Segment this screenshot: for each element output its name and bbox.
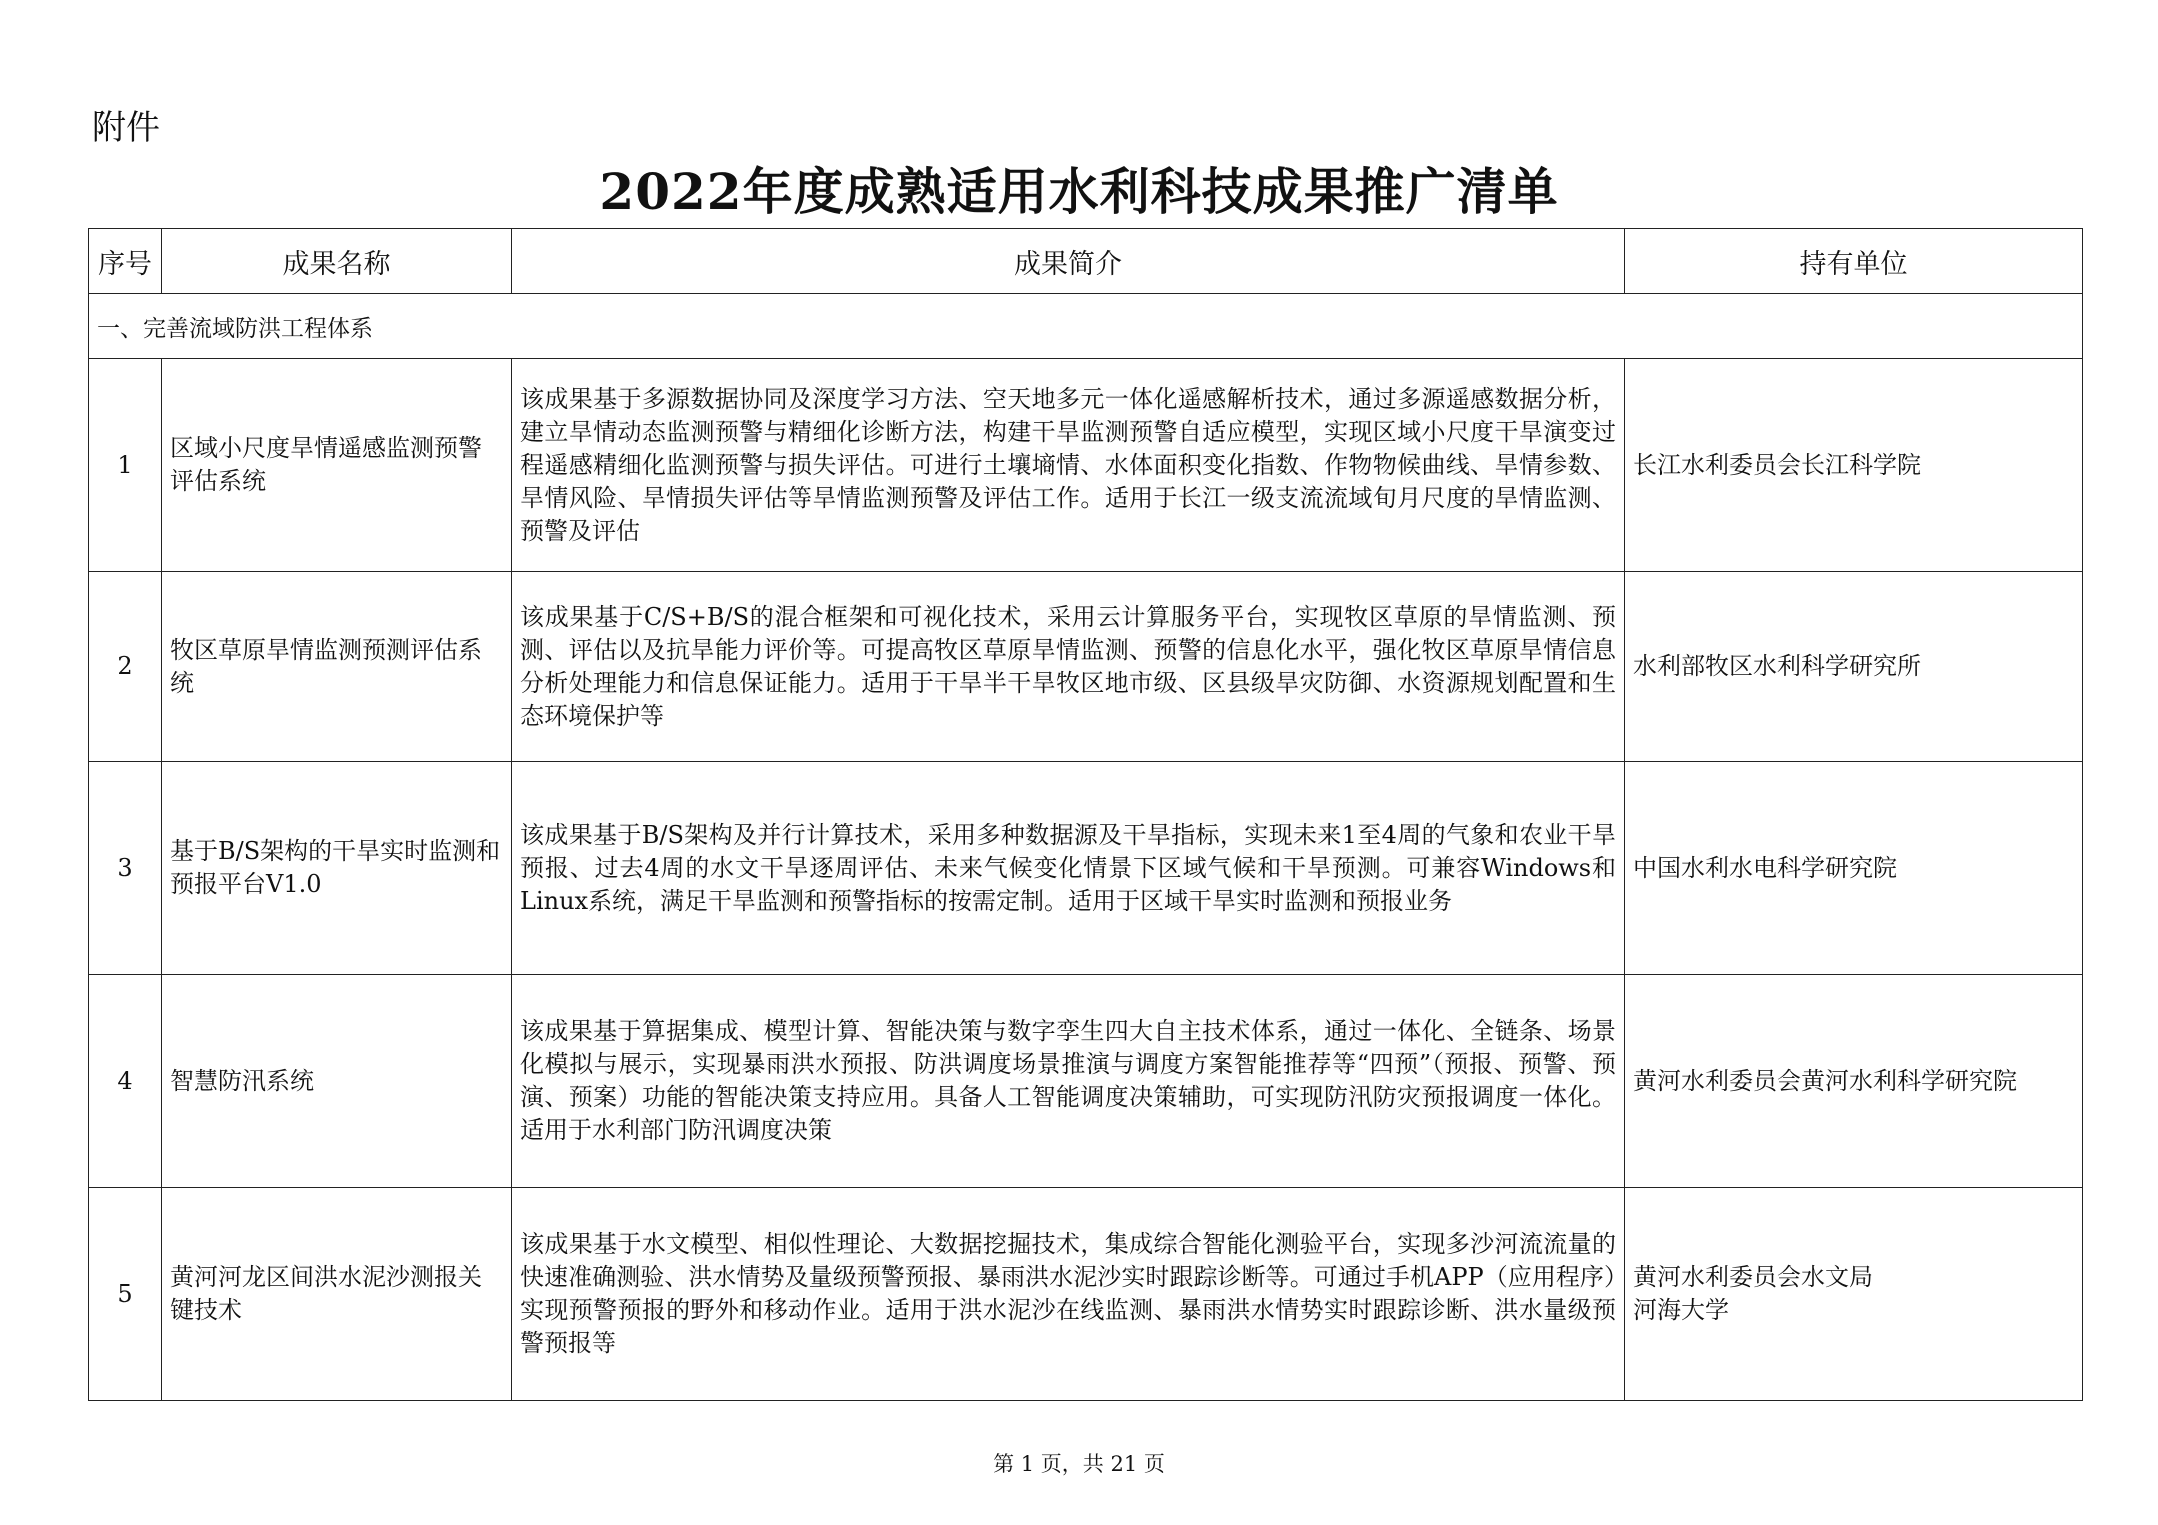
row-index: 3: [89, 762, 162, 975]
table-row: [89, 359, 2083, 572]
row-summary: 该成果基于水文模型、相似性理论、大数据挖掘技术，集成综合智能化测验平台，实现多沙河流流量的快速准确测验、洪水情势及量级预警预报、暴雨洪水泥沙实时跟踪诊断等。可通过手机APP（应用程序）实现预警预报的野外和移动作业。适用于洪水泥沙在线监测、暴雨洪水情势实时跟踪诊断、洪水量级预警预报等: [512, 1188, 1625, 1401]
row-name: 智慧防汛系统: [162, 975, 512, 1188]
row-index: 4: [89, 975, 162, 1188]
row-name: 黄河河龙区间洪水泥沙测报关键技术: [162, 1188, 512, 1401]
achievement-table: [88, 228, 2083, 1401]
row-summary: 该成果基于B/S架构及并行计算技术，采用多种数据源及干旱指标，实现未来1至4周的气象和农业干旱预报、过去4周的水文干旱逐周评估、未来气候变化情景下区域气候和干旱预测。可兼容Windows和Linux系统，满足干旱监测和预警指标的按需定制。适用于区域干旱实时监测和预报业务: [512, 762, 1625, 975]
header-holder: 持有单位: [1625, 229, 2083, 294]
attachment-label: 附件: [92, 108, 160, 148]
header-index: 序号: [89, 229, 162, 294]
row-holder: 黄河水利委员会黄河水利科学研究院: [1625, 975, 2083, 1188]
header-summary: 成果简介: [512, 229, 1625, 294]
page-number: 第 1 页，共 21 页: [993, 1452, 1165, 1476]
row-summary: 该成果基于算据集成、模型计算、智能决策与数字孪生四大自主技术体系，通过一体化、全链条、场景化模拟与展示，实现暴雨洪水预报、防洪调度场景推演与调度方案智能推荐等“四预”（预报、预警、预演、预案）功能的智能决策支持应用。具备人工智能调度决策辅助，可实现防汛防灾预报调度一体化。适用于水利部门防汛调度决策: [512, 975, 1625, 1188]
row-holder: 中国水利水电科学研究院: [1625, 762, 2083, 975]
table-row: [89, 1188, 2083, 1401]
row-summary: 该成果基于多源数据协同及深度学习方法、空天地多元一体化遥感解析技术，通过多源遥感数据分析，建立旱情动态监测预警与精细化诊断方法，构建干旱监测预警自适应模型，实现区域小尺度干旱演变过程遥感精细化监测预警与损失评估。可进行土壤墒情、水体面积变化指数、作物物候曲线、旱情参数、旱情风险、旱情损失评估等旱情监测预警及评估工作。适用于长江一级支流流域旬月尺度的旱情监测、预警及评估: [512, 359, 1625, 572]
header-name: 成果名称: [162, 229, 512, 294]
row-index: 1: [89, 359, 162, 572]
row-holder: 水利部牧区水利科学研究所: [1625, 572, 2083, 762]
row-summary: 该成果基于C/S+B/S的混合框架和可视化技术，采用云计算服务平台，实现牧区草原的旱情监测、预测、评估以及抗旱能力评价等。可提高牧区草原旱情监测、预警的信息化水平，强化牧区草原旱情信息分析处理能力和信息保证能力。适用于干旱半干旱牧区地市级、区县级旱灾防御、水资源规划配置和生态环境保护等: [512, 572, 1625, 762]
section-title: 一、完善流域防洪工程体系: [89, 294, 2083, 359]
row-name: 牧区草原旱情监测预测评估系统: [162, 572, 512, 762]
row-name: 基于B/S架构的干旱实时监测和预报平台V1.0: [162, 762, 512, 975]
table-row: [89, 975, 2083, 1188]
row-holder-secondary: 河海大学: [1633, 1296, 1729, 1324]
row-holder: 长江水利委员会长江科学院: [1625, 359, 2083, 572]
row-index: 2: [89, 572, 162, 762]
row-holder-cell: [1625, 1188, 2083, 1401]
table-row: [89, 762, 2083, 975]
row-name: 区域小尺度旱情遥感监测预警评估系统: [162, 359, 512, 572]
row-holder: 黄河水利委员会水文局: [1633, 1263, 1873, 1291]
page-title: 2022年度成熟适用水利科技成果推广清单: [599, 162, 1559, 221]
table-row: [89, 572, 2083, 762]
table-header-row: [89, 229, 2083, 294]
section-row: [89, 294, 2083, 359]
row-index: 5: [89, 1188, 162, 1401]
